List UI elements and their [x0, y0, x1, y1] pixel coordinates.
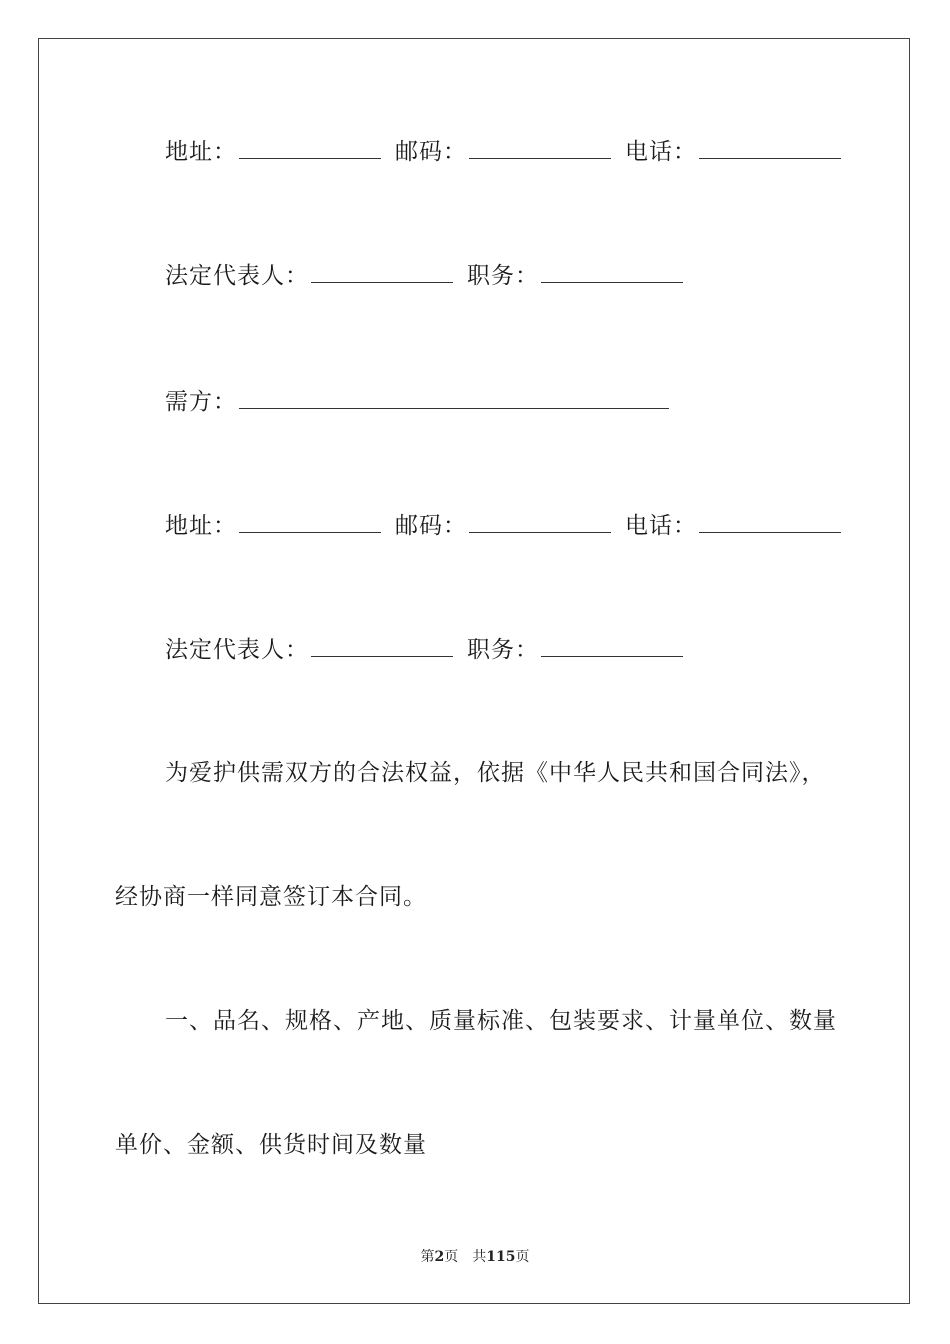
preamble-line-2: 经协商一样同意签订本合同。 — [115, 884, 427, 910]
supplier-position-label: 职务： — [467, 263, 539, 289]
total-prefix: 共 — [472, 1249, 487, 1265]
supplier-legal-rep-label: 法定代表人： — [165, 263, 309, 289]
clause-1-heading-line-2: 单价、金额、供货时间及数量 — [115, 1132, 427, 1158]
clause-1-heading-line-1: 一、品名、规格、产地、质量标准、包装要求、计量单位、数量 — [165, 1008, 837, 1034]
buyer-phone-field[interactable] — [699, 510, 841, 533]
supplier-phone-field[interactable] — [699, 136, 841, 159]
page-suffix: 页 — [444, 1249, 459, 1265]
buyer-postcode-label: 邮码： — [395, 513, 467, 539]
buyer-position-field[interactable] — [541, 634, 683, 657]
buyer-legal-rep-label: 法定代表人： — [165, 637, 309, 663]
buyer-phone-label: 电话： — [625, 513, 697, 539]
supplier-address-label: 地址： — [165, 139, 237, 165]
buyer-address-label: 地址： — [165, 513, 237, 539]
page-number: 2 — [434, 1249, 445, 1265]
supplier-postcode-label: 邮码： — [395, 139, 467, 165]
supplier-contact-row — [165, 136, 841, 167]
buyer-position-label: 职务： — [467, 637, 539, 663]
buyer-postcode-field[interactable] — [469, 510, 611, 533]
supplier-legal-rep-row — [165, 260, 683, 291]
supplier-position-field[interactable] — [541, 260, 683, 283]
buyer-contact-row — [165, 510, 841, 541]
supplier-postcode-field[interactable] — [469, 136, 611, 159]
buyer-address-field[interactable] — [239, 510, 381, 533]
buyer-name-row — [165, 386, 669, 417]
preamble-line-1: 为爱护供需双方的合法权益，依据《中华人民共和国合同法》， — [165, 760, 826, 786]
total-pages: 115 — [486, 1249, 516, 1265]
page-border — [38, 38, 910, 1304]
buyer-label: 需方： — [165, 389, 237, 415]
page-footer — [0, 1246, 950, 1266]
supplier-address-field[interactable] — [239, 136, 381, 159]
page-prefix: 第 — [420, 1249, 435, 1265]
buyer-name-field[interactable] — [239, 386, 669, 409]
total-suffix: 页 — [515, 1249, 530, 1265]
supplier-legal-rep-field[interactable] — [311, 260, 453, 283]
buyer-legal-rep-field[interactable] — [311, 634, 453, 657]
buyer-legal-rep-row — [165, 634, 683, 665]
supplier-phone-label: 电话： — [625, 139, 697, 165]
